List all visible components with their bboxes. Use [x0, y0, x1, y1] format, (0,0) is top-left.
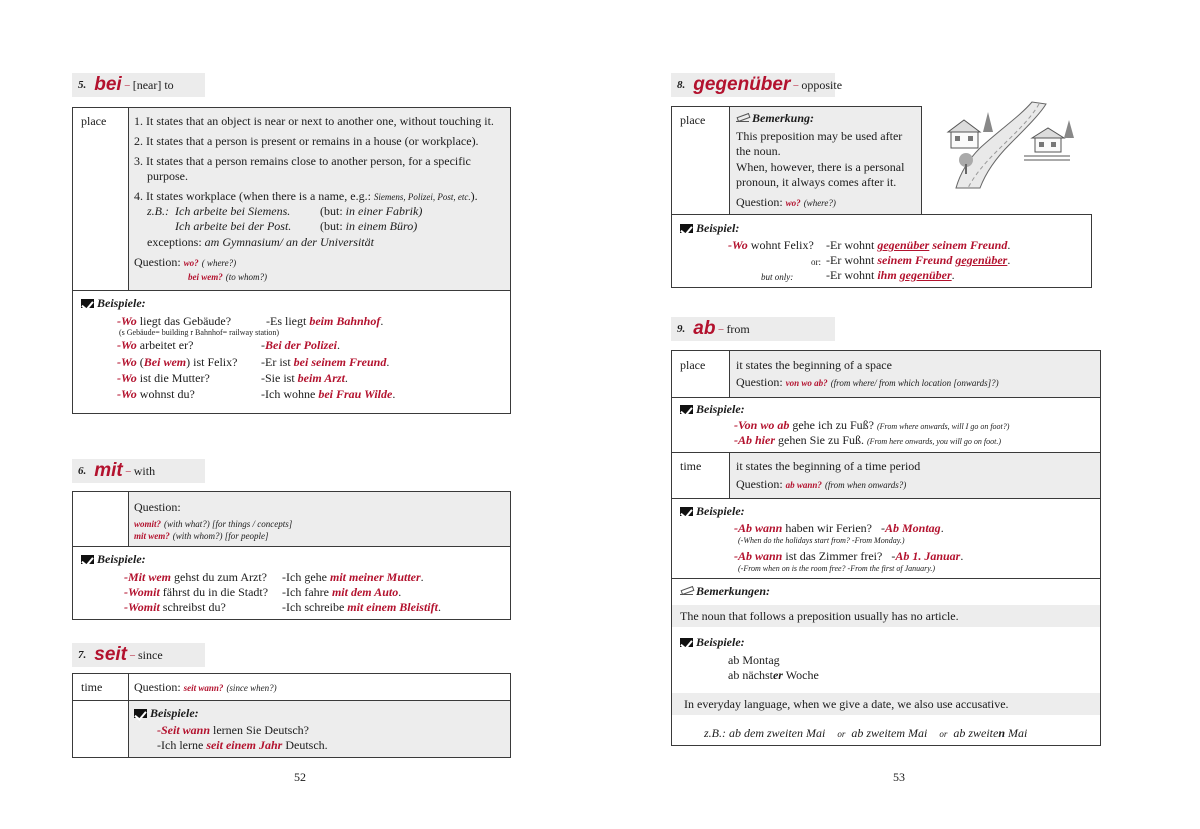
dash: -: [881, 521, 885, 535]
example-row: [157, 738, 328, 753]
houses-road-illustration: [940, 98, 1075, 190]
note-line: pronoun, it always comes after it.: [736, 175, 897, 189]
note-line: When, however, there is a personal: [736, 160, 905, 174]
preposition-word: seit: [94, 644, 127, 665]
a-red: bei seinem Freund: [293, 355, 387, 369]
dash: -: [891, 549, 896, 563]
a-end: .: [951, 268, 955, 282]
beispiele-label: Beispiele:: [150, 706, 199, 720]
a-red: seinem Freund: [877, 253, 953, 267]
bemerkung-heading: [736, 111, 814, 126]
place-example-2: [734, 433, 1001, 449]
note-line: This preposition may be used after: [736, 129, 903, 143]
question-line: [134, 680, 277, 696]
beispiel-heading: [680, 221, 739, 236]
rule-no-article: The noun that follows a preposition usually has no article.: [680, 609, 959, 623]
usage-item-4-examples: Siemens, Polizei, Post, etc.: [373, 192, 471, 202]
usage-item-3-cont: purpose.: [147, 169, 188, 183]
beispiele-label: Beispiele:: [97, 552, 146, 566]
a-red: mit dem Auto: [331, 585, 399, 599]
pen-icon: [680, 586, 693, 595]
section-6-header: [72, 459, 205, 483]
example-answer: [261, 338, 340, 353]
q-text: liegt das Gebäude?: [136, 314, 232, 328]
text: ab nächst: [728, 668, 773, 682]
q-gloss: (with what?) [for things / concepts]: [164, 519, 293, 529]
question-label: Question:: [134, 680, 181, 694]
a-text: -Ich fahre: [282, 585, 332, 599]
zb-but-1: [320, 204, 422, 219]
q-text: ist das Zimmer frei?: [782, 549, 883, 563]
a-red-u: gegenüber: [877, 238, 930, 252]
a-text: -Ich gehe: [282, 570, 330, 584]
zb-1: z.B.: ab dem zweiten Mai: [704, 726, 826, 740]
usage-item-4-text: 4. It states workplace (when there is a name, e.g.:: [134, 189, 371, 203]
example-answer: [261, 371, 348, 386]
q-text: fährst du in die Stadt?: [159, 585, 269, 599]
preposition-word: gegenüber: [693, 74, 791, 95]
example-answer: [261, 387, 395, 402]
zb-line-2: Ich arbeite bei der Post.: [175, 219, 292, 233]
a-red: mit einem Bleistift: [347, 600, 438, 614]
checkmark-icon: [680, 405, 693, 414]
a-text: -Ich wohne: [261, 387, 319, 401]
question-bei-wem: bei wem?: [188, 272, 223, 282]
section-7-header: [72, 643, 205, 667]
beispiel-label: Beispiel:: [696, 221, 740, 235]
a-end: .: [386, 355, 390, 369]
beispiele-label: Beispiele:: [696, 635, 745, 649]
section-8-table: [671, 106, 922, 215]
q-red: ab wann?: [785, 480, 822, 490]
zb-3: ab zweite: [953, 726, 999, 740]
note-line: the noun.: [736, 144, 781, 158]
a-red-u: gegenüber: [955, 253, 1008, 267]
beispiele-heading: [680, 504, 745, 519]
q-red: -Ab wann: [734, 521, 783, 535]
q-red: womit?: [134, 519, 162, 529]
section-5-header: [72, 73, 205, 97]
row-label-place: place: [680, 113, 706, 127]
q-gloss: (with whom?) [for people]: [172, 531, 269, 541]
dash: –: [125, 465, 131, 477]
q-red: -Wo: [728, 238, 748, 252]
but-only-label: but only:: [761, 272, 794, 282]
pen-icon: [736, 113, 749, 122]
a-red: seit einem Jahr: [206, 738, 283, 752]
example-row: [117, 355, 237, 370]
a-end: .: [1007, 238, 1011, 252]
but-label: (but:: [320, 219, 343, 233]
q-gloss: (since when?): [226, 683, 277, 693]
question-line: Question:: [134, 500, 181, 514]
time-gloss-2: (-From when on is the room free? -From the first of January.): [738, 564, 936, 573]
but-text: in einem Büro): [345, 219, 418, 233]
a-red: mit meiner Mutter: [329, 570, 421, 584]
example-row: [124, 600, 226, 615]
wo: -Wo: [117, 355, 137, 369]
dash: –: [718, 323, 724, 335]
q-red: -Mit wem: [124, 570, 171, 584]
a-end: .: [1007, 253, 1011, 267]
zb-but-2: [320, 219, 417, 234]
question-line-2: [188, 269, 267, 285]
q-text: gehst du zum Arzt?: [171, 570, 267, 584]
a-text: -Er ist: [261, 355, 294, 369]
q-red: -Ab hier: [734, 433, 776, 447]
a-text: -Er wohnt: [826, 238, 878, 252]
q-gloss: (from where/ from which location [onwards]?): [830, 378, 999, 388]
q-text-end: ) ist Felix?: [186, 355, 238, 369]
checkmark-icon: [680, 507, 693, 516]
place-question: [736, 375, 999, 391]
vocab-note: (s Gebäude= building r Bahnhof= railway station): [119, 328, 280, 337]
a-end: .: [960, 549, 964, 563]
preposition-word: ab: [693, 318, 716, 339]
a-text: -Es liegt: [266, 314, 310, 328]
beispiele-label: Beispiele:: [696, 504, 745, 518]
zb-example-1: Ich arbeite bei Siemens.: [175, 204, 291, 218]
example-question: [728, 238, 814, 253]
usage-item-2: 2. It states that a person is present or remains in a house (or workplace).: [134, 134, 479, 148]
dash: –: [793, 79, 799, 91]
section-number: 7.: [78, 649, 87, 661]
a-end: .: [337, 338, 340, 352]
checkmark-icon: [680, 638, 693, 647]
question-line: [736, 195, 836, 211]
example-row: [124, 585, 268, 600]
section-6-table: [72, 491, 511, 620]
example-row: [117, 371, 210, 386]
english-gloss: [near] to: [132, 77, 174, 92]
exceptions-text: am Gymnasium/ an der Universität: [204, 235, 374, 249]
a-red: ihm: [877, 268, 897, 282]
usage-item-4-end: ).: [470, 189, 478, 203]
page-number-left: 52: [294, 770, 306, 784]
question-label: Question:: [736, 477, 783, 491]
time-gloss-1: (-When do the holidays start from? -From Monday.): [738, 536, 905, 545]
question-gloss: (to whom?): [225, 272, 267, 282]
q-text: wohnt Felix?: [747, 238, 814, 252]
a-end: Deutsch.: [282, 738, 328, 752]
zb-3-end: Mai: [1005, 726, 1028, 740]
beispiele-heading: [680, 402, 745, 417]
section-number: 9.: [677, 323, 686, 335]
example-row: [117, 338, 193, 353]
usage-item-1: 1. It states that an object is near or next to another one, without touching it.: [134, 114, 494, 128]
q-text: gehe ich zu Fuß?: [789, 418, 874, 432]
q-text: arbeitet er?: [136, 338, 194, 352]
but-text: in einer Fabrik): [345, 204, 423, 218]
ending: er: [772, 668, 783, 682]
example-row: [157, 723, 309, 738]
bemerkungen-heading: [680, 584, 770, 599]
beispiele-heading: [134, 706, 199, 721]
checkmark-icon: [680, 224, 693, 233]
section-number: 5.: [78, 79, 87, 91]
example-answer: [282, 585, 401, 600]
a-red-u: gegenüber: [899, 268, 952, 282]
q-red: wo?: [785, 198, 801, 208]
question-label: Question:: [736, 195, 783, 209]
rule-accusative: In everyday language, when we give a date, we also use accusative.: [684, 697, 1009, 711]
row-label-time: time: [81, 680, 103, 694]
example-answer-2: [826, 253, 1010, 268]
english-gloss: with: [133, 463, 156, 478]
example-answer-3: [826, 268, 955, 283]
beispiele-heading: [81, 552, 146, 567]
a-text: -Er wohnt: [826, 253, 878, 267]
time-description: it states the beginning of a time period: [736, 459, 921, 473]
q-red: -Ab wann: [734, 549, 783, 563]
checkmark-icon: [81, 299, 94, 308]
example-row: [124, 570, 267, 585]
english-gloss: from: [726, 321, 750, 336]
gloss: (From here onwards, you will go on foot.): [867, 437, 1002, 446]
q-red: -Von wo ab: [734, 418, 790, 432]
section-5-table: [72, 107, 511, 414]
zb-line-1: [147, 204, 290, 219]
section-number: 6.: [78, 465, 87, 477]
a-text: -: [261, 338, 265, 352]
zb-date-line: [704, 726, 1027, 742]
section-8-examples: [671, 214, 1092, 288]
checkmark-icon: [81, 555, 94, 564]
a-end: .: [420, 570, 424, 584]
but-label: (but:: [320, 204, 343, 218]
preposition-word: mit: [94, 460, 123, 481]
a-end: .: [344, 371, 348, 385]
example-answer: [282, 600, 441, 615]
row-label-place: place: [680, 358, 706, 372]
a-end: .: [940, 521, 944, 535]
english-gloss: since: [138, 647, 163, 662]
gloss: (From where onwards, will I go on foot?): [877, 422, 1010, 431]
dash: –: [130, 649, 135, 661]
q-gloss: (where?): [803, 198, 836, 208]
wo: -Wo: [117, 314, 137, 328]
time-question: [736, 477, 906, 493]
wo: -Wo: [117, 371, 137, 385]
q-red: seit wann?: [183, 683, 224, 693]
wo: -Wo: [117, 338, 137, 352]
q-red: von wo ab?: [785, 378, 828, 388]
or: or: [939, 729, 948, 739]
usage-item-4: [134, 189, 478, 205]
section-number: 8.: [677, 79, 686, 91]
q-red: -Seit wann: [157, 723, 211, 737]
example-answer: [282, 570, 424, 585]
bemerkung-label: Bemerkung:: [752, 111, 815, 125]
a-red: beim Arzt: [297, 371, 345, 385]
place-description: it states the beginning of a space: [736, 358, 892, 372]
question-label: Question:: [736, 375, 783, 389]
a-text: -Er wohnt: [826, 268, 878, 282]
wo: -Wo: [117, 387, 137, 401]
example-ab-montag: ab Montag: [728, 653, 780, 667]
a-red: seinem Freund: [932, 238, 1008, 252]
q-gloss: (from when onwards?): [824, 480, 907, 490]
example-answer-1: [826, 238, 1010, 253]
zb-label: z.B.:: [147, 204, 169, 218]
q-red: -Womit: [124, 600, 160, 614]
exceptions-line: [147, 235, 374, 250]
question-mit-wem: [134, 528, 269, 544]
q-text: (: [136, 355, 144, 369]
text: Woche: [782, 668, 819, 682]
zb-2: ab zweitem Mai: [851, 726, 928, 740]
q-text: wohnst du?: [136, 387, 195, 401]
beispiele-label: Beispiele:: [97, 296, 146, 310]
a-text: -Ich lerne: [157, 738, 207, 752]
beispiele-heading: [680, 635, 745, 650]
row-label-place: place: [81, 114, 107, 128]
a-text: -Ich schreibe: [282, 600, 348, 614]
section-7-table: [72, 673, 511, 758]
a-end: .: [380, 314, 384, 328]
a-red: Ab Montag: [885, 521, 941, 535]
example-row: [117, 387, 195, 402]
example-answer: [266, 314, 383, 329]
q-text: lernen Sie Deutsch?: [210, 723, 309, 737]
section-8-header: [671, 73, 843, 97]
a-red: bei Frau Wilde: [318, 387, 393, 401]
a-end: .: [392, 387, 396, 401]
q-text: ist die Mutter?: [136, 371, 210, 385]
question-gloss: ( where?): [201, 258, 237, 268]
ending: n: [998, 726, 1006, 740]
dash: –: [124, 79, 130, 91]
place-example-1: [734, 418, 1009, 434]
example-answer: [261, 355, 389, 370]
example-ab-naechster-woche: [728, 668, 819, 683]
q-text: schreibst du?: [159, 600, 226, 614]
row-label-time: time: [680, 459, 702, 473]
q-text: gehen Sie zu Fuß.: [775, 433, 865, 447]
page-number-right: 53: [893, 770, 905, 784]
bei-wem: Bei wem: [143, 355, 187, 369]
section-9-table: [671, 350, 1101, 746]
beispiele-label: Beispiele:: [696, 402, 745, 416]
question-wo: wo?: [183, 258, 199, 268]
a-red: Bei der Polizei: [265, 338, 337, 352]
exceptions-label: exceptions:: [147, 235, 202, 249]
a-text: -Sie ist: [261, 371, 298, 385]
bemerkungen-label: Bemerkungen:: [696, 584, 771, 598]
or-label: or:: [811, 257, 821, 267]
english-gloss: opposite: [801, 77, 843, 92]
section-9-header: [671, 317, 835, 341]
a-red: beim Bahnhof: [309, 314, 381, 328]
q-red: -Womit: [124, 585, 160, 599]
a-red: Ab 1. Januar: [895, 549, 961, 563]
a-end: .: [437, 600, 441, 614]
or: or: [837, 729, 846, 739]
preposition-word: bei: [94, 74, 122, 95]
q-text: haben wir Ferien?: [782, 521, 872, 535]
checkmark-icon: [134, 709, 147, 718]
q-red: mit wem?: [134, 531, 170, 541]
question-label: Question:: [134, 255, 181, 269]
beispiele-heading: [81, 296, 146, 311]
a-end: .: [398, 585, 402, 599]
usage-item-3: 3. It states that a person remains close to another person, for a specific: [134, 154, 471, 168]
